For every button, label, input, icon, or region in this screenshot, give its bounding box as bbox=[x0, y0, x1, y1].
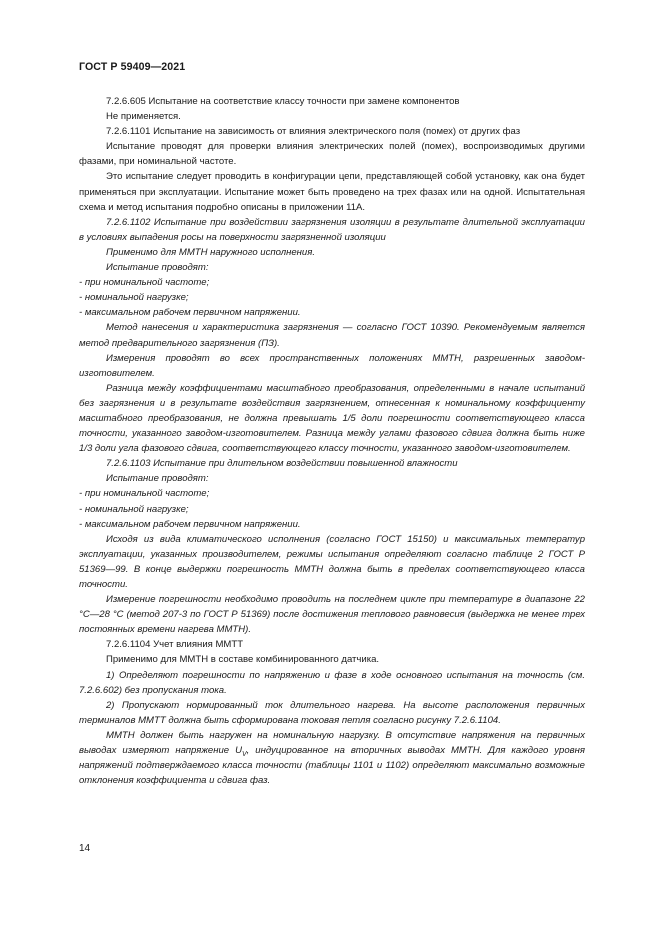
numbered-item-1: 1) Определяют погрешности по напряжению и фазе в ходе основного испытания на точность (см. 7.2.6.602) без пропускания тока. bbox=[79, 669, 585, 696]
paragraph-7-2-6-1103-heading: 7.2.6.1103 Испытание при длительном воздействии повышенной влажности bbox=[106, 458, 458, 470]
document-header: ГОСТ Р 59409—2021 bbox=[79, 61, 186, 73]
paragraph-7-2-6-1104-heading: 7.2.6.1104 Учет влияния ММТТ bbox=[106, 639, 244, 651]
page-number: 14 bbox=[79, 843, 91, 854]
paragraph-body: Испытание проводят: bbox=[106, 262, 209, 274]
paragraph-7-2-6-1102-heading: 7.2.6.1102 Испытание при воздействии загрязнения изоляции в результате длительной эксплуатации в условиях выпадения росы на поверхности загрязненной изоляции bbox=[79, 216, 585, 243]
paragraph-not-applicable: Не применяется. bbox=[106, 111, 181, 123]
paragraph-body: Разница между коэффициентами масштабного преобразования, определенными в начале испытаний без загрязнения и в результате воздействия загрязнением, отнесенная к номинальному коэффициенту масштабного преобразования, не должна превышать 1/5 доли погрешности соответствующего класса точности, указанного заводом-изготовителем. Разница между углами фазового сдвига должна быть ниже 1/3 доли угла фазового сдвига, соответствующего классу точности, указанного заводом-изготовителем. bbox=[79, 382, 585, 455]
subscript-v: V bbox=[241, 750, 247, 758]
paragraph-body: Измерения проводят во всех пространственных положениях ММТН, разрешенных заводом-изготовителем. bbox=[79, 352, 585, 379]
numbered-item-2: 2) Пропускают нормированный ток длительного нагрева. На высоте расположения первичных терминалов ММТТ должна быть сформирована токовая петля согласно рисунку 7.2.6.1104. bbox=[79, 699, 585, 726]
paragraph-7-2-6-1101-heading: 7.2.6.1101 Испытание на зависимость от влияния электрического поля (помех) от других фаз bbox=[106, 126, 521, 138]
text-segment: ММТН должен быть нагружен на номинальную нагрузку. В отсутствие напряжения на первичных выводах измеряют напряжение U bbox=[79, 729, 585, 757]
paragraph-body: Испытание проводят для проверки влияния электрических полей (помех), воспроизводимых другими фазами, при номинальной частоте. bbox=[79, 141, 585, 168]
list-item: - при номинальной частоте; bbox=[79, 488, 210, 500]
list-item: - максимальном рабочем первичном напряжении. bbox=[79, 307, 301, 319]
paragraph-7-2-6-605-heading: 7.2.6.605 Испытание на соответствие классу точности при замене компонентов bbox=[106, 96, 460, 107]
list-item: - при номинальной частоте; bbox=[79, 277, 210, 289]
paragraph-body: Применимо для ММТН в составе комбинированного датчика. bbox=[106, 654, 380, 666]
paragraph-body: Испытание проводят: bbox=[106, 473, 209, 485]
paragraph-body bbox=[79, 728, 585, 788]
paragraph-body: Это испытание следует проводить в конфигурации цепи, представляющей собой установку, как она будет применяться при эксплуатации. Испытание может быть проведено на трех фазах или на одной. Испытательная схема и метод испытания подробно описаны в приложении 11А. bbox=[79, 171, 585, 213]
list-item: - номинальной нагрузке; bbox=[79, 292, 189, 304]
paragraph-body: Исходя из вида климатического исполнения (согласно ГОСТ 15150) и максимальных температур эксплуатации, указанных производителем, режимы испытания определяют согласно таблице 2 ГОСТ Р 51369—99. В конце выдержки погрешность ММТН должна быть в пределах соответствующего класса точности. bbox=[79, 533, 585, 590]
paragraph-body: Применимо для ММТН наружного исполнения. bbox=[106, 246, 315, 258]
paragraph-body: Измерение погрешности необходимо проводить на последнем цикле при температуре в диапазоне 22 °С—28 °С (метод 207-3 по ГОСТ Р 51369) после достижения теплового равновесия (выдержка не менее трех постоянных времени нагрева ММТН). bbox=[79, 594, 585, 636]
paragraph-body: Метод нанесения и характеристика загрязнения — согласно ГОСТ 10390. Рекомендуемым является метод предварительного загрязнения (ПЗ). bbox=[79, 322, 585, 349]
list-item: - максимальном рабочем первичном напряжении. bbox=[79, 518, 301, 530]
text-segment: , индуцированное на вторичных выводах ММТН. Для каждого уровня напряжений подтверждаемого класса точности (таблицы 1101 и 1102) определяют максимально возможные отклонения коэффициента и сдвига фаз. bbox=[79, 745, 586, 787]
list-item: - номинальной нагрузке; bbox=[79, 503, 189, 515]
document-body bbox=[79, 94, 585, 788]
